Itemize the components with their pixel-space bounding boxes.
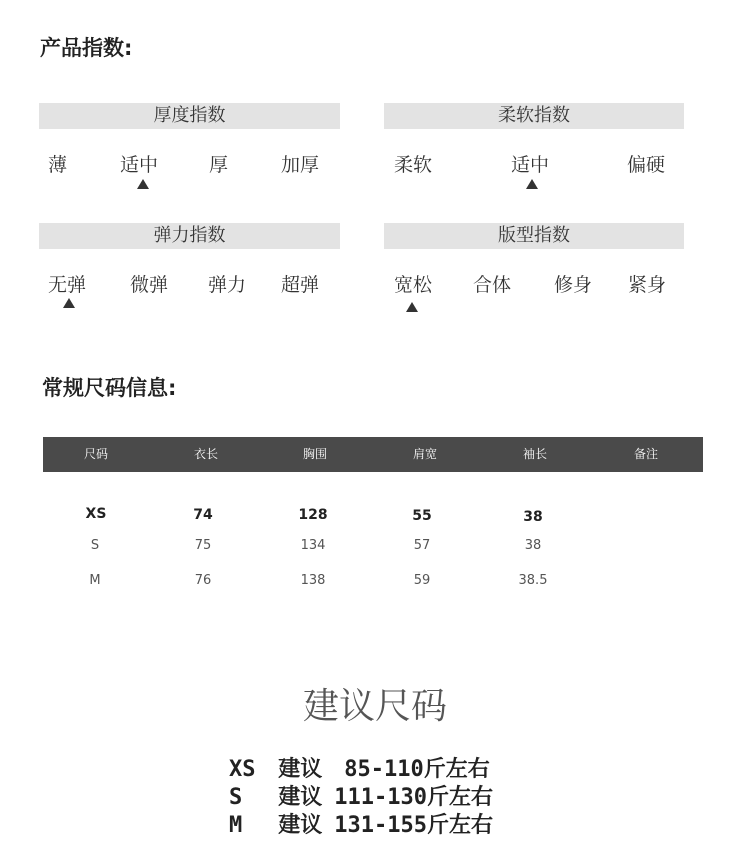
table-cell: 38 (523, 509, 543, 525)
recommend-range: 131-155斤左右 (334, 813, 493, 838)
table-cell: 74 (193, 507, 213, 523)
table-cell: S (90, 538, 100, 553)
elasticity-option-none: 无弹 (48, 274, 87, 296)
fit-option-slim: 修身 (554, 274, 593, 296)
elasticity-selected-marker-icon (63, 298, 75, 308)
fit-option-regular: 合体 (473, 274, 512, 296)
softness-selected-marker-icon (526, 179, 538, 189)
thickness-index-header: 厚度指数 (39, 103, 340, 129)
sleeve-col-header: 袖长 (522, 447, 547, 461)
chest-col-header: 胸围 (302, 447, 327, 461)
table-cell: 76 (194, 573, 212, 588)
thickness-option-extra-thick: 加厚 (281, 154, 320, 176)
elasticity-option-super: 超弹 (281, 274, 320, 296)
table-cell: 134 (300, 538, 326, 553)
recommend-line-m (229, 808, 493, 839)
softness-option-medium: 适中 (511, 154, 550, 176)
recommend-label: 建议 (278, 757, 323, 782)
recommend-size: S (229, 785, 243, 810)
softness-option-hard: 偏硬 (627, 154, 666, 176)
recommend-title: 建议尺码 (302, 686, 447, 727)
elasticity-option-slight: 微弹 (130, 274, 169, 296)
thickness-selected-marker-icon (137, 179, 149, 189)
fit-option-tight: 紧身 (628, 274, 667, 296)
recommend-range: 85-110斤左右 (344, 757, 490, 782)
table-cell: 38.5 (518, 573, 548, 588)
thickness-option-thick: 厚 (209, 154, 229, 176)
size-col-header: 尺码 (83, 447, 108, 461)
recommend-range: 111-130斤左右 (334, 785, 493, 810)
recommend-size: XS (229, 757, 256, 782)
remark-col-header: 备注 (633, 447, 658, 461)
table-cell: 55 (412, 508, 432, 524)
recommend-label: 建议 (278, 785, 323, 810)
table-cell: M (89, 573, 101, 588)
fit-index-header: 版型指数 (384, 223, 684, 249)
table-cell: 128 (298, 507, 328, 523)
table-cell: 38 (524, 538, 542, 553)
elasticity-index-header: 弹力指数 (39, 223, 340, 249)
size-info-title: 常规尺码信息: (42, 376, 177, 400)
fit-option-loose: 宽松 (394, 274, 433, 296)
size-table-header (43, 437, 703, 472)
softness-index-header: 柔软指数 (384, 103, 684, 129)
fit-selected-marker-icon (406, 302, 418, 312)
table-cell: XS (85, 506, 107, 522)
shoulder-col-header: 肩宽 (412, 447, 437, 461)
table-cell: 57 (413, 538, 431, 553)
recommend-size: M (229, 813, 243, 838)
table-cell: 138 (300, 573, 326, 588)
length-col-header: 衣长 (193, 447, 218, 461)
table-cell: 59 (413, 573, 431, 588)
recommend-line-s (229, 780, 493, 811)
thickness-option-thin: 薄 (48, 154, 68, 176)
table-cell: 75 (194, 538, 212, 553)
thickness-option-medium: 适中 (120, 154, 159, 176)
product-index-title: 产品指数: (40, 36, 133, 60)
recommend-label: 建议 (278, 813, 323, 838)
recommend-line-xs (229, 752, 490, 783)
softness-option-soft: 柔软 (394, 154, 433, 176)
elasticity-option-elastic: 弹力 (208, 274, 247, 296)
